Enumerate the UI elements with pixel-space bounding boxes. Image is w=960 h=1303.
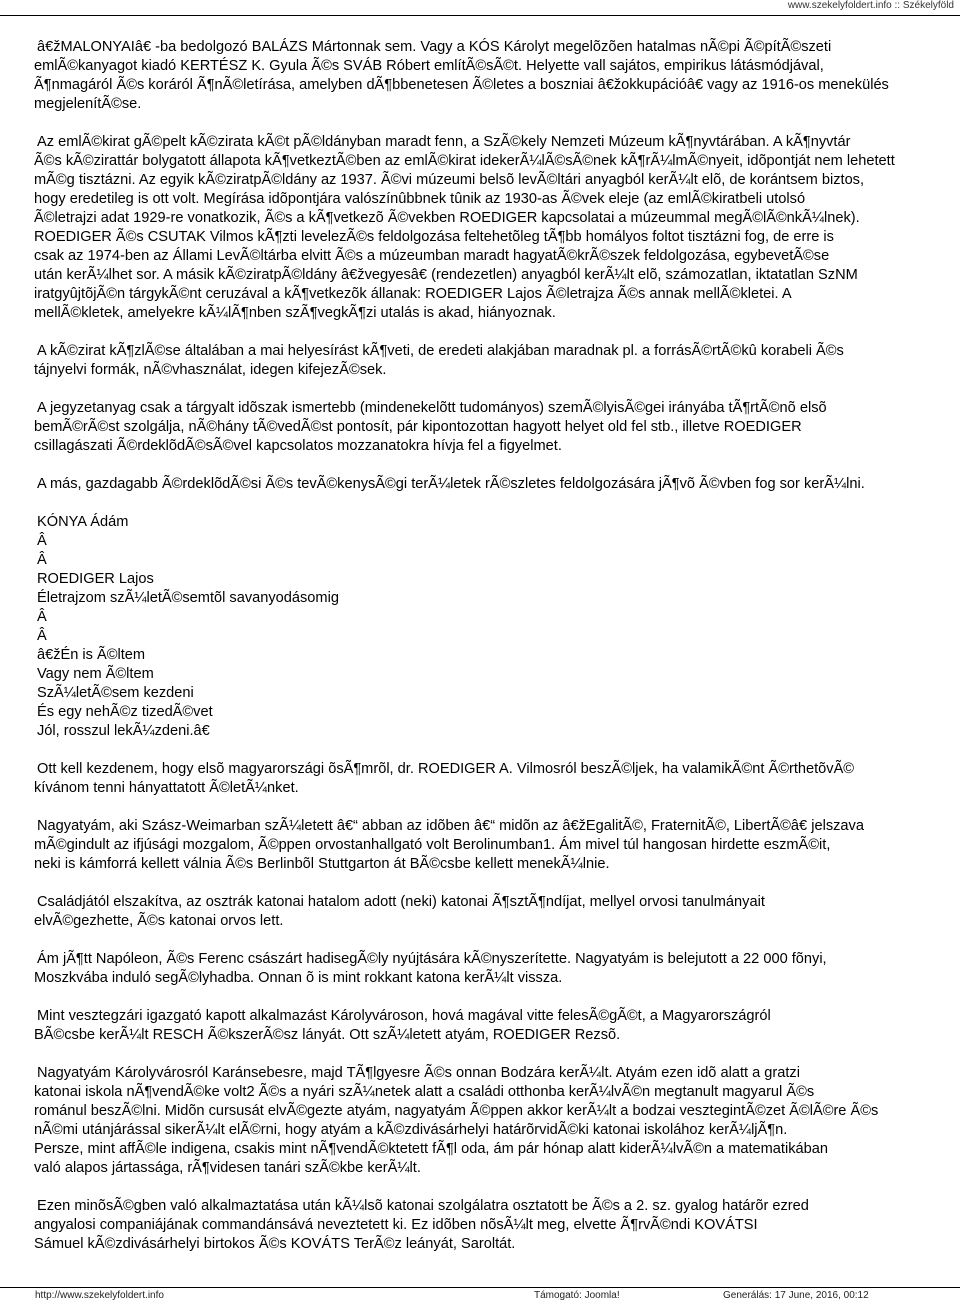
paragraph-line: emlÃ©kanyagot kiadó KERTÉSZ K. Gyula Ã©s SVÁB Róbert említÃ©sÃ©t. Helyette vall sajátos, empirikus látásmódjával,: [34, 58, 824, 74]
paragraph-line: csak az 1974-ben az Állami LevÃ©ltárba elvitt Ã©s a múzeumban maradt hagyatÃ©krÃ©szek feldolgozása, egybevetÃ©se: [34, 248, 830, 264]
paragraph: [34, 817, 960, 874]
paragraph-line: Persze, mint affÃ©le indigena, csakis mint nÃ¶vendÃ©ktetett fÃ¶l oda, ám pár hónap alatt kiderÃ¼lvÃ©n a matematikában: [34, 1141, 828, 1157]
paragraph-line: BÃ©csbe kerÃ¼lt RESCH Ã©kszerÃ©sz lányát. Ott szÃ¼letett atyám, ROEDIGER Rezsõ.: [34, 1027, 621, 1043]
paragraph-line: nÃ©mi utánjárással sikerÃ¼lt elÃ©rni, hogy atyám a kÃ©zdivásárhelyi határõrvidÃ©ki katonai iskolához kerÃ¼ljÃ¶n.: [34, 1122, 788, 1138]
paragraph-line: Ezen minõsÃ©gben való alkalmaztatása után kÃ¼lsõ katonai szolgálatra osztatott be Ã©s a 2. sz. gyalog határõr ezred: [37, 1198, 809, 1214]
paragraph-line: A kÃ©zirat kÃ¶zlÃ©se általában a mai helyesírást kÃ¶veti, de eredeti alakjában maradnak pl. a forrásÃ©rtÃ©kû korabeli Ã©s: [37, 343, 844, 359]
poem-line: â€žÉn is Ã©ltem: [37, 647, 146, 663]
paragraph-line: ROEDIGER Ã©s CSUTAK Vilmos kÃ¶zti levelezÃ©s feldolgozása feltehetõleg tÃ¶bb homályos foltot tisztázni fog, de erre is: [34, 229, 834, 245]
footer-generated: Generálás: 17 June, 2016, 00:12: [723, 1290, 869, 1301]
paragraph: [34, 1197, 960, 1254]
paragraph: [34, 950, 960, 988]
paragraph-line: Az emlÃ©kirat gÃ©pelt kÃ©zirata kÃ©t pÃ©ldányban maradt fenn, a SzÃ©kely Nemzeti Múzeum kÃ¶nyvtárában. A kÃ¶nyvtár: [37, 134, 851, 150]
poem-line: KÓNYA Ádám: [37, 514, 129, 530]
paragraph-line: iratgyûjtõjÃ©n tárgykÃ©nt ceruzával a kÃ¶vetkezõk állanak: ROEDIGER Lajos Ã©letrajza Ã©s annak mellÃ©kletei. A: [34, 286, 792, 302]
paragraph-line: A jegyzetanyag csak a tárgyalt idõszak ismertebb (mindenekelõtt tudományos) szemÃ©lyisÃ©gei irányába tÃ¶rtÃ©nõ elsõ: [37, 400, 827, 416]
paragraph-line: kívánom tenni hányattatott Ã©letÃ¼nket.: [34, 780, 299, 796]
paragraph-line: Nagyatyám, aki Szász-Weimarban szÃ¼letett â€“ abban az idõben â€“ midõn az â€žEgalitÃ©, FraternitÃ©, LibertÃ©â€ jelszava: [37, 818, 864, 834]
paragraph: [34, 399, 960, 456]
paragraph-line: Ã©s kÃ©zirattár bolygatott állapota kÃ¶vetkeztÃ©ben az emlÃ©kirat idekerÃ¼lÃ©sÃ©nek kÃ¶rÃ¼lmÃ©nyeit, idõpontját nem lehetett: [34, 153, 895, 169]
paragraph-line: angyalosi companiájának commandánsává neveztetett ki. Ez idõben nõsÃ¼lt meg, elvette Ã¶rvÃ©ndi KOVÁTSI: [34, 1217, 758, 1233]
paragraph-line: tájnyelvi formák, nÃ©vhasználat, idegen kifejezÃ©sek.: [34, 362, 387, 378]
paragraph-line: elvÃ©gezhette, Ã©s katonai orvos lett.: [34, 913, 284, 929]
poem-line: Â: [37, 533, 47, 549]
paragraph-line: katonai iskola nÃ¶vendÃ©ke volt2 Ã©s a nyári szÃ¼netek alatt a családi otthonba kerÃ¼lvÃ©n megtanult magyarul Ã©s: [34, 1084, 815, 1100]
poem-line: Â: [37, 628, 47, 644]
paragraph: [34, 1064, 960, 1178]
paragraph: [34, 893, 960, 931]
paragraph-line: â€žMALONYAIâ€ -ba bedolgozó BALÁZS Mártonnak sem. Vagy a KÓS Károlyt megelõzõen hatalmas nÃ©pi Ã©pítÃ©szeti: [37, 39, 832, 55]
footer-divider: [0, 1287, 960, 1288]
paragraph-line: Ám jÃ¶tt Napóleon, Ã©s Ferenc császárt hadisegÃ©ly nyújtására kÃ©nyszerítette. Nagyatyám is belejutott a 22 000 fõnyi,: [37, 951, 827, 967]
paragraph-line: Családjától elszakítva, az osztrák katonai hatalom adott (neki) katonai Ã¶sztÃ¶ndíjat, mellyel orvosi tanulmányait: [37, 894, 765, 910]
poem-line: ROEDIGER Lajos: [37, 571, 154, 587]
paragraph-line: mellÃ©kletek, amelyekre kÃ¼lÃ¶nben szÃ¶vegkÃ¶zi utalás is akad, hiányoznak.: [34, 305, 556, 321]
article-body: [34, 38, 960, 1273]
paragraph-line: mÃ©g tisztázni. Az egyik kÃ©ziratpÃ©ldány az 1937. Ã©vi múzeumi belsõ levÃ©ltári anyagból kerÃ¼lt elõ, de korántsem biztos,: [34, 172, 865, 188]
paragraph: [34, 38, 960, 114]
poem-line: Â: [37, 609, 47, 625]
paragraph-line: megjelenítÃ©se.: [34, 96, 142, 112]
paragraph: [34, 475, 960, 494]
paragraph: [34, 133, 960, 323]
paragraph-line: Sámuel kÃ©zdivásárhelyi birtokos Ã©s KOVÁTS TerÃ©z leányát, Saroltát.: [34, 1236, 516, 1252]
paragraph: [34, 760, 960, 798]
poem-line: SzÃ¼letÃ©sem kezdeni: [37, 685, 194, 701]
paragraph-line: bemÃ©rÃ©st szolgálja, nÃ©hány tÃ©vedÃ©st pontosít, pár kipontozottan hagyott helyet old fel stb., illetve ROEDIGER: [34, 419, 802, 435]
paragraph: [34, 342, 960, 380]
paragraph-line: mÃ©gindult az ifjúsági mozgalom, Ã©ppen orvostanhallgató volt Berolinumban1. Ám mivel túl hangosan hirdette eszmÃ©it,: [34, 837, 831, 853]
paragraph-line: Moszkvába induló segÃ©lyhadba. Onnan õ is mint rokkant katona kerÃ¼lt vissza.: [34, 970, 563, 986]
paragraph-line: románul beszÃ©lni. Midõn cursusát elvÃ©gezte atyám, nagyatyám Ã©ppen akkor kerÃ¼lt a bodzai vesztegintÃ©zet Ã©lÃ©re Ã©s: [34, 1103, 879, 1119]
paragraph-line: csillagászati Ã©rdeklõdÃ©sÃ©vel kapcsolatos mozzanatokra hívja fel a figyelmet.: [34, 438, 562, 454]
poem-line: Vagy nem Ã©ltem: [37, 666, 154, 682]
paragraph-line: Mint vesztegzári igazgató kapott alkalmazást Károlyvároson, hová magával vitte felesÃ©gÃ©t, a Magyarországról: [37, 1008, 771, 1024]
footer-url[interactable]: http://www.szekelyfoldert.info: [35, 1290, 164, 1301]
paragraph-line: való alapos jártassága, rÃ¶videsen tanári szÃ©kbe kerÃ¼lt.: [34, 1160, 421, 1176]
poem-line: És egy nehÃ©z tizedÃ©vet: [37, 704, 213, 720]
paragraph-line: hogy eredetileg is ott volt. Megírása idõpontjára valószínûbbnek tûnik az 1930-as Ã©vek eleje (az emlÃ©kiratbeli utolsó: [34, 191, 806, 207]
paragraph: [34, 1007, 960, 1045]
paragraph-line: Ott kell kezdenem, hogy elsõ magyarországi õsÃ¶mrõl, dr. ROEDIGER A. Vilmosról beszÃ©ljek, ha valamikÃ©nt Ã©rthetõvÃ©: [37, 761, 855, 777]
footer-sponsor: Támogató: Joomla!: [534, 1290, 620, 1301]
header-divider: [0, 15, 960, 16]
poem-line: Életrajzom szÃ¼letÃ©semtõl savanyodásomig: [37, 590, 339, 606]
paragraph-line: Ã©letrajzi adat 1929-re vonatkozik, Ã©s a kÃ¶vetkezõ Ã©vekben ROEDIGER kapcsolatai a múzeummal megÃ©lÃ©nkÃ¼lnek).: [34, 210, 860, 226]
paragraph-line: A más, gazdagabb Ã©rdeklõdÃ©si Ã©s tevÃ©kenysÃ©gi terÃ¼letek rÃ©szletes feldolgozására jÃ¶võ Ã©vben fog sor kerÃ¼lni.: [37, 476, 865, 492]
poem-line: Jól, rosszul lekÃ¼zdeni.â€: [37, 723, 210, 739]
paragraph-line: után kerÃ¼lhet sor. A másik kÃ©ziratpÃ©ldány â€žvegyesâ€ (rendezetlen) anyagból kerÃ¼lt elõ, számozatlan, iktatatlan SzNM: [34, 267, 858, 283]
paragraph-line: neki is kámforrá kellett válnia Ã©s Berlinbõl Stuttgarton át BÃ©csbe kellett menekÃ¼lnie.: [34, 856, 610, 872]
poem-block: [34, 513, 960, 741]
poem-line: Â: [37, 552, 47, 568]
paragraph-line: Ã¶nmagáról Ã©s koráról Ã¶nÃ©letírása, amelyben dÃ¶bbenetesen Ã©letes a boszniai â€žokkupációâ€ vagy az 1916-os menekülés: [34, 77, 889, 93]
site-title: www.szekelyfoldert.info :: Székelyföld: [787, 0, 954, 11]
paragraph-line: Nagyatyám Károlyvárosról Karánsebesre, majd TÃ¶lgyesre Ã©s onnan Bodzára kerÃ¼lt. Atyám ezen idõ alatt a gratzi: [37, 1065, 800, 1081]
